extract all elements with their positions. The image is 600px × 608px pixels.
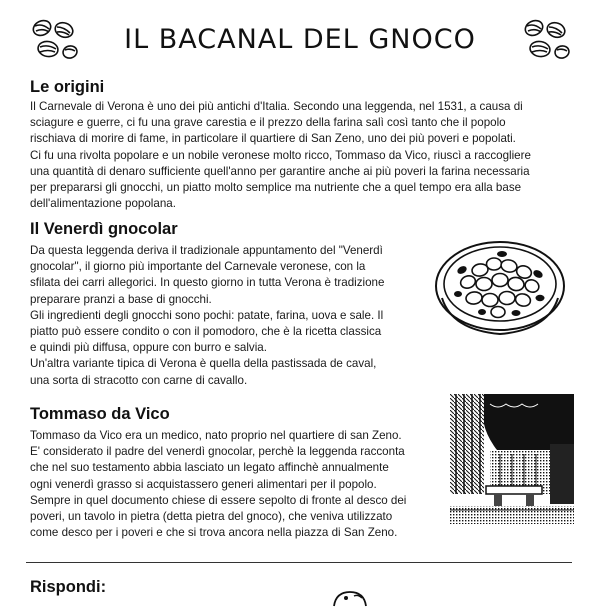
text-line: rischiava di morire di fame, in particolare il quartiere di San Zeno, uno dei più poveri e popolati.: [30, 132, 516, 146]
section-heading-venerdi: Il Venerdì gnocolar: [30, 220, 178, 238]
page-title: IL BACANAL DEL GNOCO: [124, 24, 476, 55]
text-line: sfilata dei carri allegorici. In questo giorno in tutta Verona è tradizione: [30, 276, 385, 290]
text-line: ogni venerdì grasso si acquistassero generi alimentari per il popolo.: [30, 477, 377, 491]
text-line: Tommaso da Vico era un medico, nato proprio nel quartiere di san Zeno.: [30, 429, 402, 442]
text-line: Il Carnevale di Verona è uno dei più antichi d'Italia. Secondo una leggenda, nel 1531, a causa di: [30, 100, 523, 113]
text-line: E' considerato il padre del venerdì gnocolar, perchè la leggenda racconta: [30, 445, 405, 459]
pietra-del-gnoco-photo: [450, 394, 574, 524]
text-line: come desco per i poveri e che si trova ancora nella piazza di San Zeno.: [30, 526, 398, 540]
section-body-venerdi: [30, 243, 384, 389]
cartoon-illustration-icon: [330, 588, 370, 608]
text-line: piatto può essere condito o con il pomodoro, che è la ricetta classica: [30, 325, 382, 339]
text-line: per prepararsi gli gnocchi, un piatto molto semplice ma nutriente che a quel tempo era alla base: [30, 181, 522, 195]
text-line: che nel suo testamento abbia lasciato un legato affinchè annualmente: [30, 461, 389, 475]
section-heading-tommaso: Tommaso da Vico: [30, 405, 170, 423]
section-heading-origini: Le origini: [30, 78, 105, 96]
section-body-tommaso: [30, 428, 406, 541]
text-line: gnocolar", il giorno più importante del Carnevale veronese, con la: [30, 260, 366, 274]
text-line: e quindi più diffusa, oppure con burro e salvia.: [30, 341, 267, 355]
text-line: una sorta di stracotto con carne di cavallo.: [30, 373, 248, 387]
text-line: dell'alimentazione popolana.: [30, 197, 176, 211]
text-line: Un'altra variante tipica di Verona è quella della pastissada de caval,: [30, 357, 377, 371]
text-line: Ci fu una rivolta popolare e un nobile veronese molto ricco, Tommaso da Vico, riuscì a raccogliere: [30, 148, 531, 162]
gnocchi-bowl-illustration: [432, 236, 568, 344]
section-divider: [26, 562, 572, 563]
section-heading-rispondi: Rispondi:: [30, 578, 107, 596]
text-line: poveri, un tavolo in pietra (detta pietra del gnoco), che veniva utilizzato: [30, 510, 393, 524]
text-line: preparare pranzi a base di gnocchi.: [30, 292, 212, 306]
text-line: Sempre in quel documento chiese di essere sepolto di fronte al desco dei: [30, 493, 407, 507]
text-line: Gli ingredienti degli gnocchi sono pochi: patate, farina, uova e sale. Il: [30, 308, 384, 322]
text-line: Da questa leggenda deriva il tradizionale appuntamento del "Venerdì: [30, 244, 383, 257]
section-body-origini: [30, 99, 531, 212]
text-line: una quantità di denaro sufficiente quell'anno per garantire anche ai più poveri la farina necessaria: [30, 164, 530, 178]
text-line: sciagure e guerre, ci fu una grave carestia e il prezzo della farina salì così tanto che il popolo: [30, 116, 506, 130]
